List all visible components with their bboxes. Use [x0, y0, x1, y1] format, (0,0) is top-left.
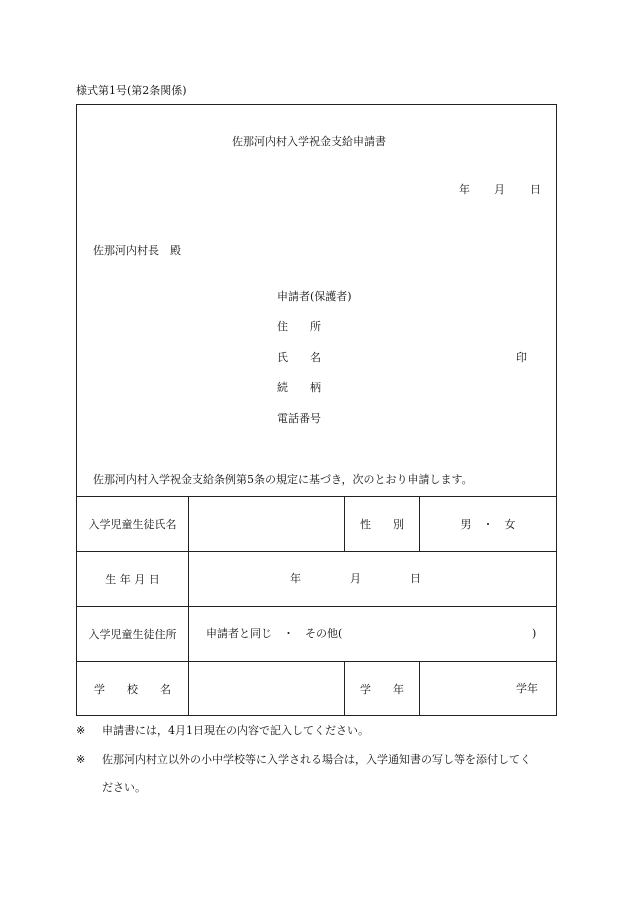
seal-mark: 印 [516, 351, 527, 364]
applicant-heading: 申請者(保護者) [277, 290, 352, 303]
form-title: 佐那河内村入学祝金支給申請書 [232, 135, 386, 148]
student-name-label: 入学児童生徒氏名 [88, 518, 177, 531]
applicant-name-label: 氏 名 [277, 351, 321, 364]
table-col-divider [419, 661, 420, 716]
address-close-paren: ) [532, 627, 537, 640]
note-text: 佐那河内村立以外の小中学校等に入学される場合は，入学通知書の写し等を添付してく [102, 753, 531, 766]
grade-label: 学 年 [360, 683, 404, 696]
date-day: 日 [530, 183, 541, 196]
note-mark: ※ [76, 724, 86, 737]
sex-label: 性 別 [360, 518, 404, 531]
grade-suffix: 学年 [516, 682, 538, 695]
applicant-address-label: 住 所 [277, 320, 321, 333]
note-text: 申請書には，4月1日現在の内容で記入してください。 [102, 724, 369, 737]
addressee: 佐那河内村長 殿 [93, 244, 181, 257]
note-text-continuation: ださい。 [102, 781, 146, 794]
school-name-field[interactable] [189, 662, 344, 716]
student-address-label: 入学児童生徒住所 [88, 628, 177, 641]
note-mark: ※ [76, 753, 86, 766]
birth-date-label: 生 年 月 日 [105, 573, 160, 586]
form-number: 様式第1号(第2条関係) [76, 84, 187, 97]
applicant-phone-label: 電話番号 [277, 412, 321, 425]
birth-year: 年 [290, 572, 301, 585]
birth-day: 日 [410, 572, 421, 585]
applicant-relation-label: 続 柄 [277, 381, 321, 394]
student-name-field[interactable] [189, 497, 344, 551]
school-name-label: 学 校 名 [94, 683, 171, 696]
birth-month: 月 [350, 572, 361, 585]
date-year: 年 [459, 183, 470, 196]
address-options[interactable]: 申請者と同じ ・ その他( [206, 627, 343, 640]
sex-options[interactable]: 男 ・ 女 [460, 518, 516, 531]
date-month: 月 [494, 183, 505, 196]
statement: 佐那河内村入学祝金支給条例第5条の規定に基づき，次のとおり申請します。 [93, 473, 473, 486]
